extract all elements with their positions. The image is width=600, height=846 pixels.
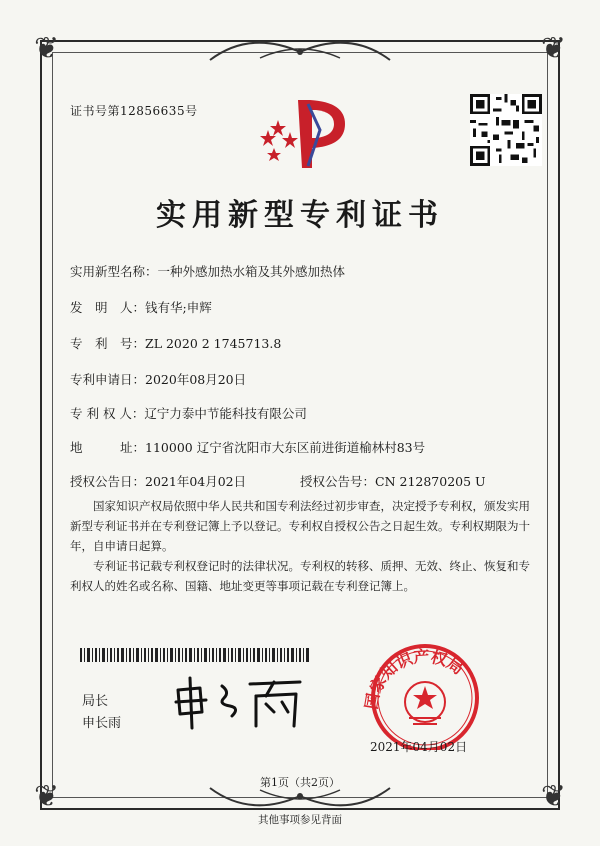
statement-text: 专利证书记载专利权登记时的法律状况。专利权的转移、质押、无效、终止、恢复和专利权人的姓名或名称、国籍、地址变更等事项记载在专利登记簿上。 [70, 559, 530, 593]
field-label: 授权公告日： [70, 474, 146, 489]
official-seal [355, 640, 495, 750]
cnipa-logo [250, 90, 360, 170]
field-grant-number [300, 472, 486, 490]
field-label: 实用新型名称： [70, 264, 158, 279]
seal-text: 国家知识产权局 [361, 646, 468, 711]
field-utility-model-name [70, 262, 345, 280]
field-label: 专 利 号： [70, 336, 146, 351]
field-application-date [70, 370, 246, 388]
field-value: ZL 2020 2 1745713.8 [145, 336, 282, 351]
field-grant-date [70, 472, 246, 490]
field-value: CN 212870205 U [375, 474, 486, 489]
director-signature [170, 672, 310, 732]
field-value: 钱有华;申辉 [145, 300, 212, 315]
field-label: 专利申请日： [70, 372, 146, 387]
field-value: 110000 辽宁省沈阳市大东区前进街道榆林村83号 [145, 440, 426, 455]
field-label: 授权公告号： [300, 474, 376, 489]
field-label: 发 明 人： [70, 300, 146, 315]
page-number: 第1页（共2页） [260, 776, 340, 789]
corner-ornament-top-right: ❦ [540, 31, 566, 66]
back-note: 其他事项参见背面 [258, 814, 342, 826]
director-title: 局长 [82, 694, 109, 709]
field-address [70, 438, 425, 456]
certificate-number: 证书号第12856635号 [70, 104, 198, 118]
field-inventor [70, 298, 212, 316]
barcode-strip [80, 648, 310, 662]
corner-ornament-top-left: ❦ [34, 31, 60, 66]
field-value: 辽宁力泰中节能科技有限公司 [144, 406, 307, 421]
corner-ornament-bottom-left: ❦ [34, 779, 60, 814]
field-patentee [70, 404, 307, 422]
statement-paragraph-1 [70, 496, 530, 556]
director-name: 申长雨 [82, 716, 122, 731]
field-value: 2021年04月02日 [145, 474, 247, 489]
seal-date: 2021年04月02日 [370, 740, 468, 754]
statement-paragraph-2 [70, 556, 530, 596]
statement-text: 国家知识产权局依照中华人民共和国专利法经过初步审查，决定授予专利权，颁发实用新型专利证书并在专利登记簿上予以登记。专利权自授权公告之日起生效。专利权期限为十年，自申请日起算。 [70, 499, 530, 553]
field-value: 2020年08月20日 [145, 372, 247, 387]
field-patent-number [70, 334, 281, 352]
svg-text:国家知识产权局 [362, 647, 468, 711]
field-label: 专 利 权 人： [70, 406, 145, 421]
corner-ornament-bottom-right: ❦ [540, 779, 566, 814]
field-label: 地 址： [70, 440, 146, 455]
top-border-ornament [200, 30, 400, 70]
qr-code [470, 94, 542, 166]
certificate-title: 实用新型专利证书 [156, 198, 444, 233]
field-value: 一种外感加热水箱及其外感加热体 [157, 264, 346, 279]
